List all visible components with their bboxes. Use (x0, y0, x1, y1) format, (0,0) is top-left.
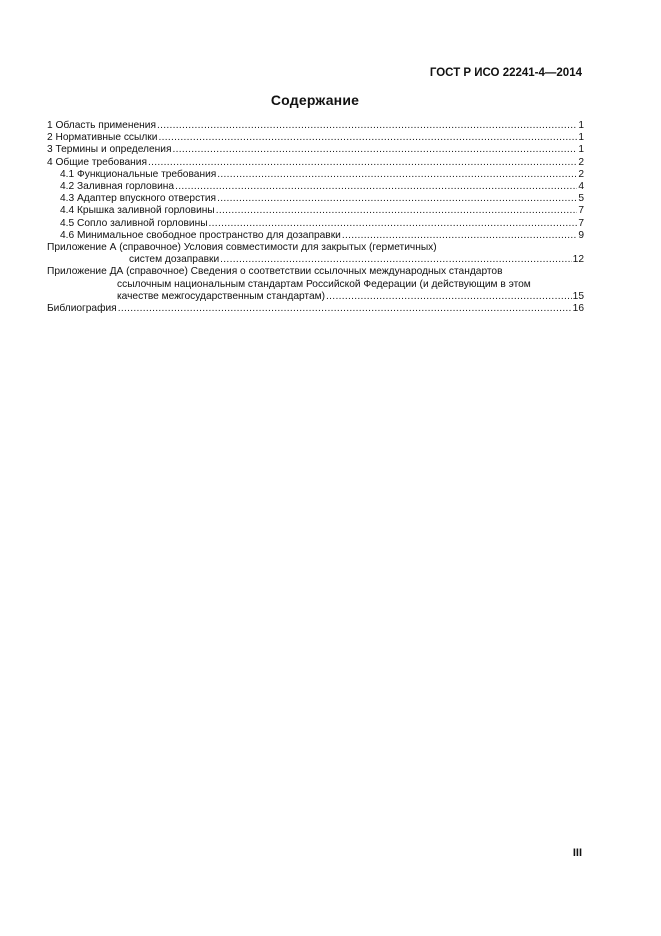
toc-entry-label: ссылочным национальным стандартам Российской Федерации (и действующим в этом (117, 278, 531, 290)
toc-subentry[interactable] (47, 193, 584, 205)
toc-entry-page: 4 (578, 181, 584, 193)
toc-leader-dots (175, 181, 577, 193)
toc-leader-dots (342, 230, 577, 242)
toc-entry-page: 12 (572, 254, 584, 266)
toc-entry[interactable] (47, 132, 584, 144)
toc-entry-page: 7 (578, 217, 584, 229)
toc-entry-label: систем дозаправки (129, 254, 220, 266)
toc-entry-label: 4.4 Крышка заливной горловины (60, 205, 215, 217)
toc-appendix-a-line-1[interactable] (47, 242, 584, 254)
toc-subentry[interactable] (47, 181, 584, 193)
toc-entry[interactable] (47, 157, 584, 169)
toc-entry-page: 1 (578, 132, 584, 144)
toc-appendix-da-line-2[interactable] (47, 279, 584, 291)
toc-appendix-a-line-2[interactable] (47, 254, 584, 266)
toc-entry-page: 2 (578, 156, 584, 168)
toc-entry-page: 9 (578, 229, 584, 241)
toc-leader-dots (118, 303, 572, 315)
toc-entry-page: 5 (578, 193, 584, 205)
toc-entry-label: 4.2 Заливная горловина (60, 181, 175, 193)
toc-leader-dots (158, 132, 577, 144)
toc-entry-label: качестве межгосударственным стандартам) (117, 290, 326, 302)
table-of-contents (47, 120, 584, 315)
toc-entry-label: 2 Нормативные ссылки (47, 132, 158, 144)
document-code: ГОСТ Р ИСО 22241-4—2014 (429, 67, 582, 79)
page-number: III (572, 847, 582, 859)
toc-appendix-da-line-3[interactable] (47, 291, 584, 303)
toc-leader-dots (217, 169, 577, 181)
toc-entry-label: 4.3 Адаптер впускного отверстия (60, 193, 217, 205)
toc-leader-dots (217, 193, 577, 205)
toc-entry-label: Библиография (47, 303, 117, 315)
toc-entry[interactable] (47, 303, 584, 315)
toc-appendix-da-line-1[interactable] (47, 266, 584, 278)
toc-entry-label: 1 Область применения (47, 120, 156, 131)
toc-entry-label: 4 Общие требования (47, 156, 148, 168)
toc-entry-label: 4.1 Функциональные требования (60, 168, 217, 180)
toc-entry-page: 1 (578, 144, 584, 156)
toc-entry-page: 15 (572, 290, 584, 302)
toc-subentry[interactable] (47, 218, 584, 230)
toc-leader-dots (209, 218, 578, 230)
toc-subentry[interactable] (47, 169, 584, 181)
toc-entry-label: Приложение А (справочное) Условия совместимости для закрытых (герметичных) (47, 242, 437, 254)
toc-leader-dots (326, 291, 572, 303)
toc-entry-page: 2 (578, 168, 584, 180)
toc-entry-page: 16 (572, 303, 584, 315)
toc-entry-page: 7 (578, 205, 584, 217)
toc-leader-dots (148, 157, 577, 169)
toc-entry[interactable] (47, 120, 584, 132)
toc-entry-page: 1 (578, 120, 584, 131)
toc-leader-dots (157, 120, 577, 132)
toc-leader-dots (172, 144, 577, 156)
toc-entry[interactable] (47, 144, 584, 156)
toc-subentry[interactable] (47, 230, 584, 242)
toc-entry-label: 3 Термины и определения (47, 144, 172, 156)
toc-entry-label: 4.6 Минимальное свободное пространство для дозаправки (60, 229, 341, 241)
toc-entry-label: Приложение ДА (справочное) Сведения о соответствии ссылочных международных стандартов (47, 266, 503, 278)
toc-title: Содержание (270, 92, 360, 108)
toc-leader-dots (220, 254, 571, 266)
toc-subentry[interactable] (47, 205, 584, 217)
toc-entry-label: 4.5 Сопло заливной горловины (60, 217, 208, 229)
toc-leader-dots (216, 205, 578, 217)
